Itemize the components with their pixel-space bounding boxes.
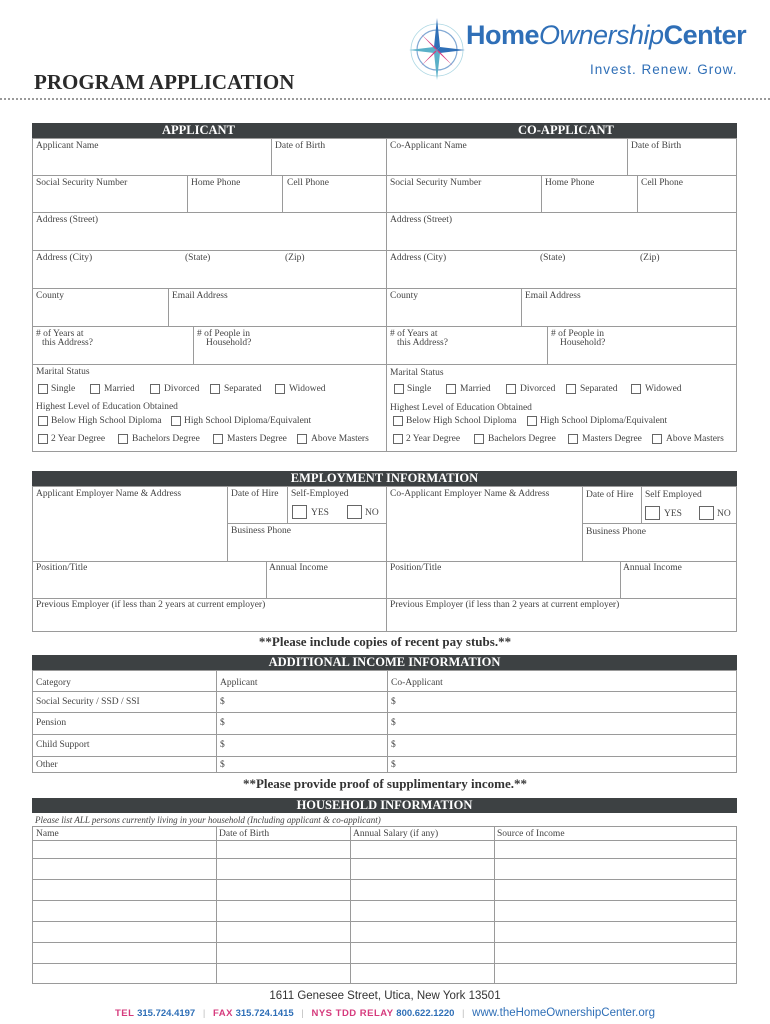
income-row-label: Other [36,760,58,770]
applicant-email-field[interactable]: Email Address [172,291,228,301]
coapplicant-above-masters-checkbox[interactable] [652,434,662,444]
employment-grid [32,486,737,632]
coapplicant-single-checkbox[interactable] [394,384,404,394]
applicant-zip-field[interactable]: (Zip) [285,253,305,263]
header-divider [0,98,770,100]
coapplicant-married-label: Married [460,384,491,394]
income-coapplicant-pension-field[interactable]: $ [391,718,396,728]
applicant-education-label: Highest Level of Education Obtained [36,402,178,412]
proof-note: **Please provide proof of supplimentary income.** [242,776,528,791]
applicant-years-label-1: # of Years at [36,329,84,339]
applicant-state-field[interactable]: (State) [185,253,211,263]
footer-tel-label: TEL [115,1008,135,1019]
income-applicant-other-field[interactable]: $ [220,760,225,770]
household-col-source: Source of Income [497,829,565,839]
applicant-prev-employer-field[interactable]: Previous Employer (if less than 2 years at current employer) [36,600,266,610]
coapplicant-hire-date-field[interactable]: Date of Hire [586,490,634,500]
coapplicant-widowed-label: Widowed [645,384,682,394]
coapplicant-hs-label: High School Diploma/Equivalent [540,416,668,426]
coapplicant-marital-label: Marital Status [390,368,444,378]
household-table [32,826,737,984]
coapplicant-bachelors-label: Bachelors Degree [488,434,556,444]
applicant-single-label: Single [51,384,76,394]
coapplicant-prev-employer-field[interactable]: Previous Employer (if less than 2 years at current employer) [390,600,620,610]
applicant-years-label-2: this Address? [42,338,93,348]
applicant-single-checkbox[interactable] [38,384,48,394]
applicant-self-no-checkbox[interactable] [347,505,362,519]
applicant-above-masters-checkbox[interactable] [297,434,307,444]
household-col-salary: Annual Salary (if any) [353,829,439,839]
applicant-hs-checkbox[interactable] [171,416,181,426]
coapplicant-2yr-label: 2 Year Degree [406,434,461,444]
footer-website-link[interactable]: www.theHomeOwnershipCenter.org [472,1007,655,1019]
applicant-people-label-2: Household? [206,338,252,348]
applicant-self-yes-label: YES [311,508,329,518]
income-row-label: Pension [36,718,67,728]
income-row-label: Social Security / SSD / SSI [36,697,140,707]
coapplicant-self-no-checkbox[interactable] [699,506,714,520]
footer-fax-label: FAX [212,1008,233,1019]
applicant-married-checkbox[interactable] [90,384,100,394]
coapplicant-position-field[interactable]: Position/Title [390,563,442,573]
applicant-above-masters-label: Above Masters [311,434,369,444]
coapplicant-people-label-2: Household? [560,338,606,348]
coapplicant-county-field[interactable]: County [390,291,418,301]
applicant-cell-phone-field[interactable]: Cell Phone [287,178,329,188]
paystubs-note: **Please include copies of recent pay stubs.** [258,634,512,649]
applicant-2yr-label: 2 Year Degree [51,434,106,444]
applicant-below-hs-checkbox[interactable] [38,416,48,426]
employment-header: EMPLOYMENT INFORMATION [290,471,479,485]
applicant-section-bar [32,123,737,138]
coapplicant-divorced-checkbox[interactable] [506,384,516,394]
coapplicant-widowed-checkbox[interactable] [631,384,641,394]
employment-section-bar [32,471,737,486]
applicant-hire-date-field[interactable]: Date of Hire [231,489,279,499]
income-col-coapplicant: Co-Applicant [391,678,443,688]
coapplicant-divorced-label: Divorced [520,384,556,394]
applicant-home-phone-field[interactable]: Home Phone [191,178,241,188]
coapplicant-ssn-field[interactable]: Social Security Number [390,178,482,188]
applicant-widowed-label: Widowed [289,384,326,394]
footer-address: 1611 Genesee Street, Utica, New York 13501 [269,990,501,1002]
coapplicant-married-checkbox[interactable] [446,384,456,394]
applicant-people-label-1: # of People in [197,329,251,339]
applicant-ssn-field[interactable]: Social Security Number [36,178,128,188]
footer-tel: 315.724.4197 [137,1008,196,1019]
coapplicant-zip-field[interactable]: (Zip) [640,253,660,263]
applicant-county-field[interactable]: County [36,291,64,301]
household-section-bar [32,798,737,813]
applicant-marital-label: Marital Status [36,367,90,377]
coapplicant-state-field[interactable]: (State) [540,253,566,263]
coapplicant-self-yes-checkbox[interactable] [645,506,660,520]
income-applicant-ss-field[interactable]: $ [220,697,225,707]
coapplicant-header: CO-APPLICANT [518,123,614,137]
applicant-self-employed-label: Self-Employed [291,489,349,499]
logo-tagline: Invest. Renew. Grow. [590,62,738,77]
applicant-hs-label: High School Diploma/Equivalent [184,416,312,426]
applicant-self-no-label: NO [365,508,379,518]
applicant-separated-checkbox[interactable] [210,384,220,394]
household-instructions: Please list ALL persons currently living in your household (Including applicant & co-applicant) [35,815,381,825]
coapplicant-masters-checkbox[interactable] [568,434,578,444]
coapplicant-masters-label: Masters Degree [582,434,642,444]
logo [408,14,466,80]
additional-income-section-bar [32,655,737,670]
applicant-bachelors-checkbox[interactable] [118,434,128,444]
additional-income-header: ADDITIONAL INCOME INFORMATION [268,655,501,669]
applicant-below-hs-label: Below High School Diploma [51,416,162,426]
coapplicant-people-label-1: # of People in [551,329,605,339]
income-applicant-child-support-field[interactable]: $ [220,740,225,750]
applicant-street-field[interactable]: Address (Street) [36,215,98,225]
applicant-employer-field[interactable]: Applicant Employer Name & Address [36,489,182,499]
applicant-header: APPLICANT [162,123,235,137]
household-col-dob: Date of Birth [219,829,270,839]
coapplicant-street-field[interactable]: Address (Street) [390,215,452,225]
coapplicant-city-field[interactable]: Address (City) [390,253,447,263]
applicant-divorced-label: Divorced [164,384,200,394]
coapplicant-home-phone-field[interactable]: Home Phone [545,178,595,188]
logo-wordmark: HomeOwnershipCenter [466,20,747,50]
household-header: HOUSEHOLD INFORMATION [296,798,473,812]
coapplicant-single-label: Single [407,384,432,394]
coapplicant-below-hs-label: Below High School Diploma [406,416,517,426]
applicant-dob-field[interactable]: Date of Birth [275,141,326,151]
applicant-bachelors-label: Bachelors Degree [132,434,200,444]
footer-contact-line: TEL 315.724.4197 | FAX 315.724.1415 | NYS TDD RELAY 800.622.1220 | www.theHomeOwnershipCenter.org [115,1007,655,1019]
coapplicant-email-field[interactable]: Email Address [525,291,581,301]
coapplicant-2yr-checkbox[interactable] [393,434,403,444]
coapplicant-name-field[interactable]: Co-Applicant Name [390,141,467,151]
applicant-position-field[interactable]: Position/Title [36,563,88,573]
household-col-name: Name [36,829,59,839]
coapplicant-employer-field[interactable]: Co-Applicant Employer Name & Address [390,489,550,499]
coapplicant-business-phone-field[interactable]: Business Phone [586,527,646,537]
footer-tdd-label: NYS TDD RELAY [311,1008,394,1019]
applicant-business-phone-field[interactable]: Business Phone [231,526,291,536]
applicant-masters-label: Masters Degree [227,434,287,444]
coapplicant-self-yes-label: YES [664,509,682,519]
applicant-married-label: Married [104,384,135,394]
income-coapplicant-child-support-field[interactable]: $ [391,740,396,750]
coapplicant-above-masters-label: Above Masters [666,434,724,444]
applicant-income-field[interactable]: Annual Income [269,563,328,573]
applicant-widowed-checkbox[interactable] [275,384,285,394]
applicant-separated-label: Separated [224,384,262,394]
coapplicant-years-label-2: this Address? [397,338,448,348]
coapplicant-education-label: Highest Level of Education Obtained [390,403,532,413]
applicant-divorced-checkbox[interactable] [150,384,160,394]
applicant-name-field[interactable]: Applicant Name [36,141,99,151]
coapplicant-bachelors-checkbox[interactable] [474,434,484,444]
page-title: PROGRAM APPLICATION [34,70,295,94]
footer-tdd: 800.622.1220 [396,1008,455,1019]
coapplicant-separated-checkbox[interactable] [566,384,576,394]
applicant-2yr-checkbox[interactable] [38,434,48,444]
coapplicant-income-field[interactable]: Annual Income [623,563,682,573]
coapplicant-self-no-label: NO [717,509,731,519]
coapplicant-separated-label: Separated [580,384,618,394]
coapplicant-years-label-1: # of Years at [390,329,438,339]
additional-income-table [32,670,737,773]
applicant-self-yes-checkbox[interactable] [292,505,307,519]
coapplicant-dob-field[interactable]: Date of Birth [631,141,682,151]
coapplicant-cell-phone-field[interactable]: Cell Phone [641,178,683,188]
income-row-label: Child Support [36,740,90,750]
compass-rose-icon [408,14,466,80]
coapplicant-self-employed-label: Self Employed [645,490,702,500]
coapplicant-below-hs-checkbox[interactable] [393,416,403,426]
coapplicant-hs-checkbox[interactable] [527,416,537,426]
applicant-city-field[interactable]: Address (City) [36,253,93,263]
applicant-masters-checkbox[interactable] [213,434,223,444]
income-col-applicant: Applicant [220,678,258,688]
footer-fax: 315.724.1415 [235,1008,294,1019]
income-coapplicant-ss-field[interactable]: $ [391,697,396,707]
income-col-category: Category [36,678,71,688]
income-applicant-pension-field[interactable]: $ [220,718,225,728]
income-coapplicant-other-field[interactable]: $ [391,760,396,770]
